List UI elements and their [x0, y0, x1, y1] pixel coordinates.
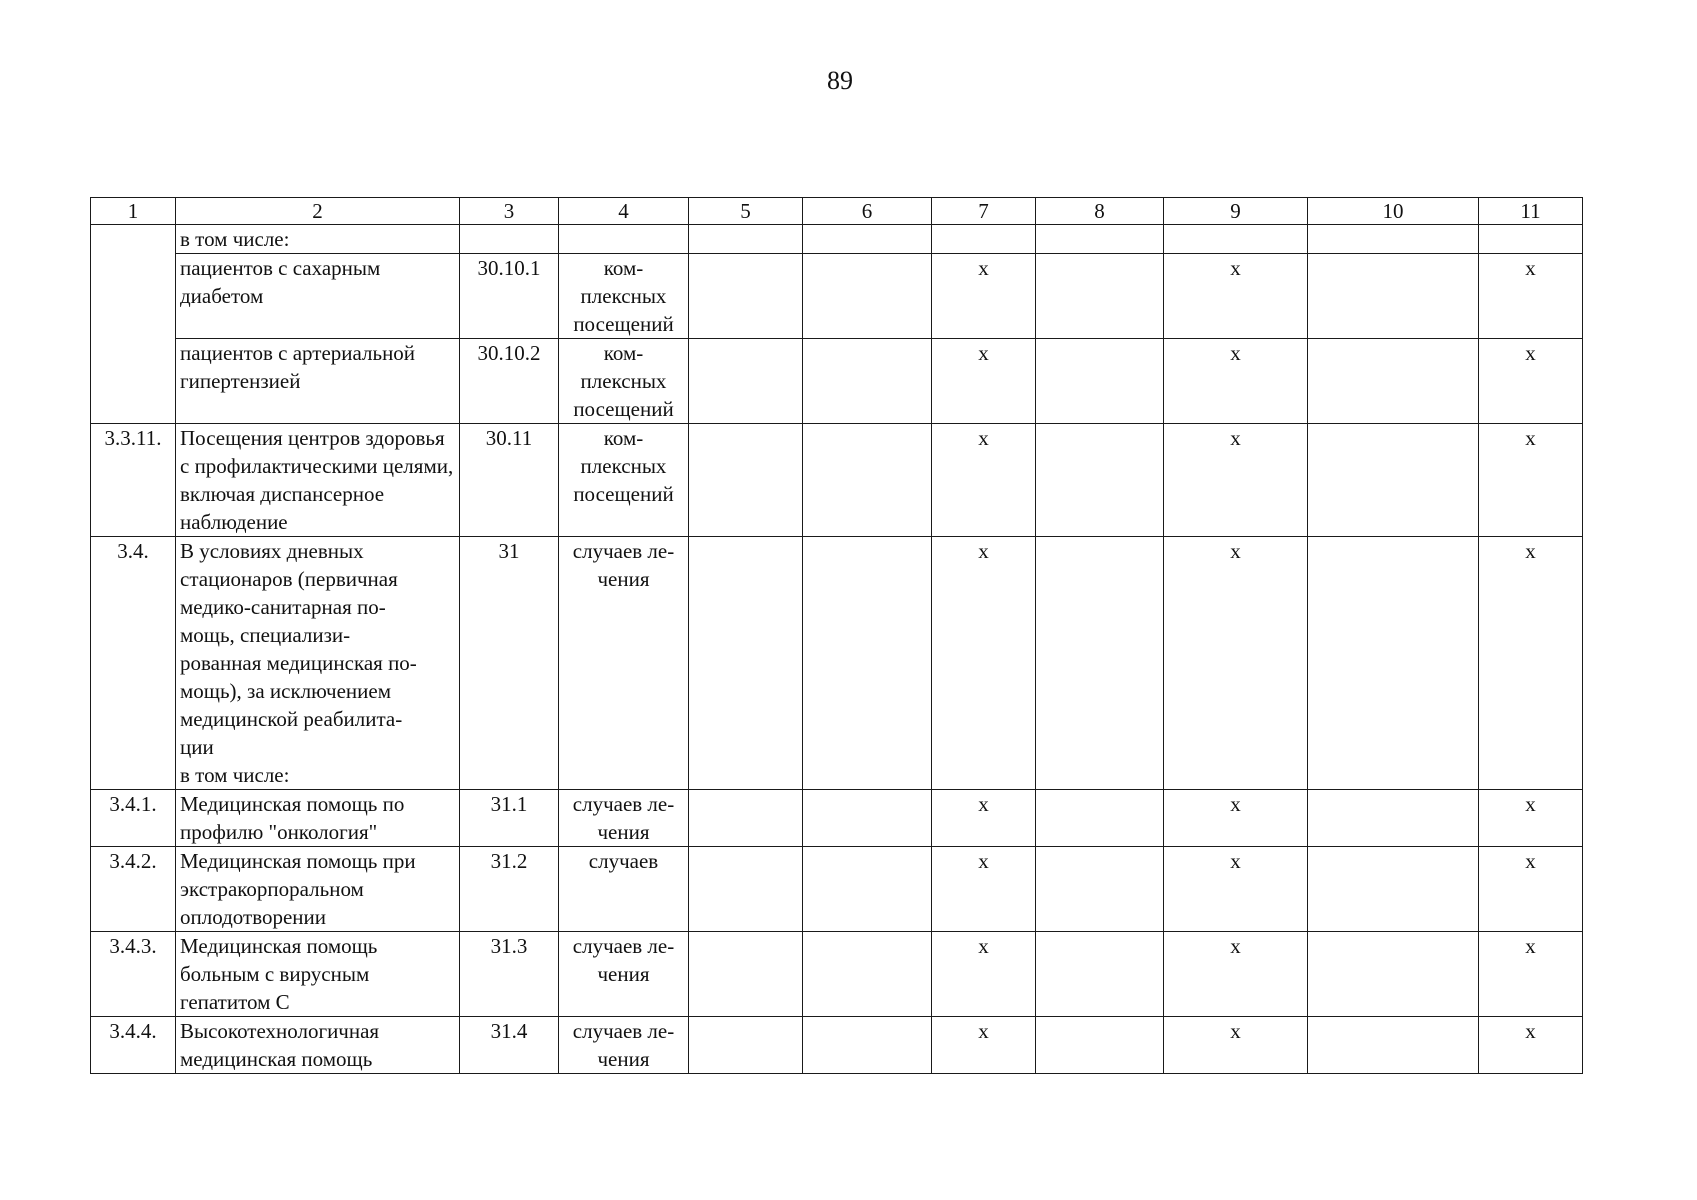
cell-col9: х	[1164, 932, 1308, 1017]
row-unit: случаев ле- чения	[559, 790, 689, 847]
row-label: пациентов с артериальной гипертензией	[176, 339, 460, 424]
header-col-10: 10	[1308, 198, 1479, 225]
cell-col11: х	[1479, 537, 1583, 790]
cell-col7: х	[932, 847, 1036, 932]
row-unit: ком- плексных посещений	[559, 424, 689, 537]
row-label: Посещения центров здоровья с профилактическими целями, включая диспансерное наблюдение	[176, 424, 460, 537]
data-table	[90, 197, 1583, 1074]
cell-col9: х	[1164, 537, 1308, 790]
row-unit: случаев ле- чения	[559, 1017, 689, 1074]
cell-col11: х	[1479, 790, 1583, 847]
cell-col11: х	[1479, 847, 1583, 932]
cell-col7: х	[932, 537, 1036, 790]
table-row	[91, 1017, 1583, 1074]
header-row	[91, 198, 1583, 225]
cell-col7: х	[932, 932, 1036, 1017]
header-col-1: 1	[91, 198, 176, 225]
table-row	[91, 932, 1583, 1017]
cell-col11: х	[1479, 932, 1583, 1017]
row-label: в том числе:	[176, 225, 460, 254]
cell-col9: х	[1164, 1017, 1308, 1074]
cell-col7: х	[932, 254, 1036, 339]
cell-col7: х	[932, 1017, 1036, 1074]
cell-col7: х	[932, 424, 1036, 537]
row-unit: случаев ле- чения	[559, 932, 689, 1017]
cell-col11: х	[1479, 1017, 1583, 1074]
row-code: 31.3	[460, 932, 559, 1017]
row-number: 3.4.	[91, 537, 176, 790]
header-col-5: 5	[689, 198, 803, 225]
page-number: 89	[827, 66, 853, 95]
table-row	[91, 225, 1583, 254]
row-label: Медицинская помощь по профилю "онкология"	[176, 790, 460, 847]
cell-col9: х	[1164, 790, 1308, 847]
row-label: В условиях дневных стационаров (первичная медико-санитарная по- мощь, специализи- рованная медицинская по- мощь), за исключением медицинской реабилита- ции в том числе:	[176, 537, 460, 790]
row-unit: случаев ле- чения	[559, 537, 689, 790]
row-unit: ком- плексных посещений	[559, 339, 689, 424]
row-number-cell	[91, 225, 176, 424]
header-col-8: 8	[1036, 198, 1164, 225]
row-number: 3.4.4.	[91, 1017, 176, 1074]
cell-col11: х	[1479, 254, 1583, 339]
row-number: 3.4.2.	[91, 847, 176, 932]
cell-col7: х	[932, 790, 1036, 847]
row-code: 30.11	[460, 424, 559, 537]
table-row	[91, 790, 1583, 847]
cell-col9: х	[1164, 254, 1308, 339]
table-row	[91, 424, 1583, 537]
header-col-7: 7	[932, 198, 1036, 225]
row-label: Медицинская помощь при экстракорпоральном оплодотворении	[176, 847, 460, 932]
header-col-9: 9	[1164, 198, 1308, 225]
cell-col11: х	[1479, 339, 1583, 424]
row-code: 31.2	[460, 847, 559, 932]
row-label: Высокотехнологичная медицинская помощь	[176, 1017, 460, 1074]
row-code: 31	[460, 537, 559, 790]
header-col-2: 2	[176, 198, 460, 225]
cell-col9: х	[1164, 424, 1308, 537]
table-row	[91, 537, 1583, 790]
header-col-11: 11	[1479, 198, 1583, 225]
cell-col7: х	[932, 339, 1036, 424]
row-code: 31.1	[460, 790, 559, 847]
row-number: 3.4.1.	[91, 790, 176, 847]
header-col-4: 4	[559, 198, 689, 225]
row-code: 31.4	[460, 1017, 559, 1074]
row-number: 3.3.11.	[91, 424, 176, 537]
row-label: Медицинская помощь больным с вирусным гепатитом С	[176, 932, 460, 1017]
cell-col9: х	[1164, 847, 1308, 932]
row-label: пациентов с сахарным диабетом	[176, 254, 460, 339]
table-row	[91, 847, 1583, 932]
row-code: 30.10.2	[460, 339, 559, 424]
row-code: 30.10.1	[460, 254, 559, 339]
row-number: 3.4.3.	[91, 932, 176, 1017]
cell-col9: х	[1164, 339, 1308, 424]
table-row	[91, 339, 1583, 424]
cell-col11: х	[1479, 424, 1583, 537]
header-col-3: 3	[460, 198, 559, 225]
row-unit: случаев	[559, 847, 689, 932]
row-unit: ком- плексных посещений	[559, 254, 689, 339]
table-row	[91, 254, 1583, 339]
header-col-6: 6	[803, 198, 932, 225]
